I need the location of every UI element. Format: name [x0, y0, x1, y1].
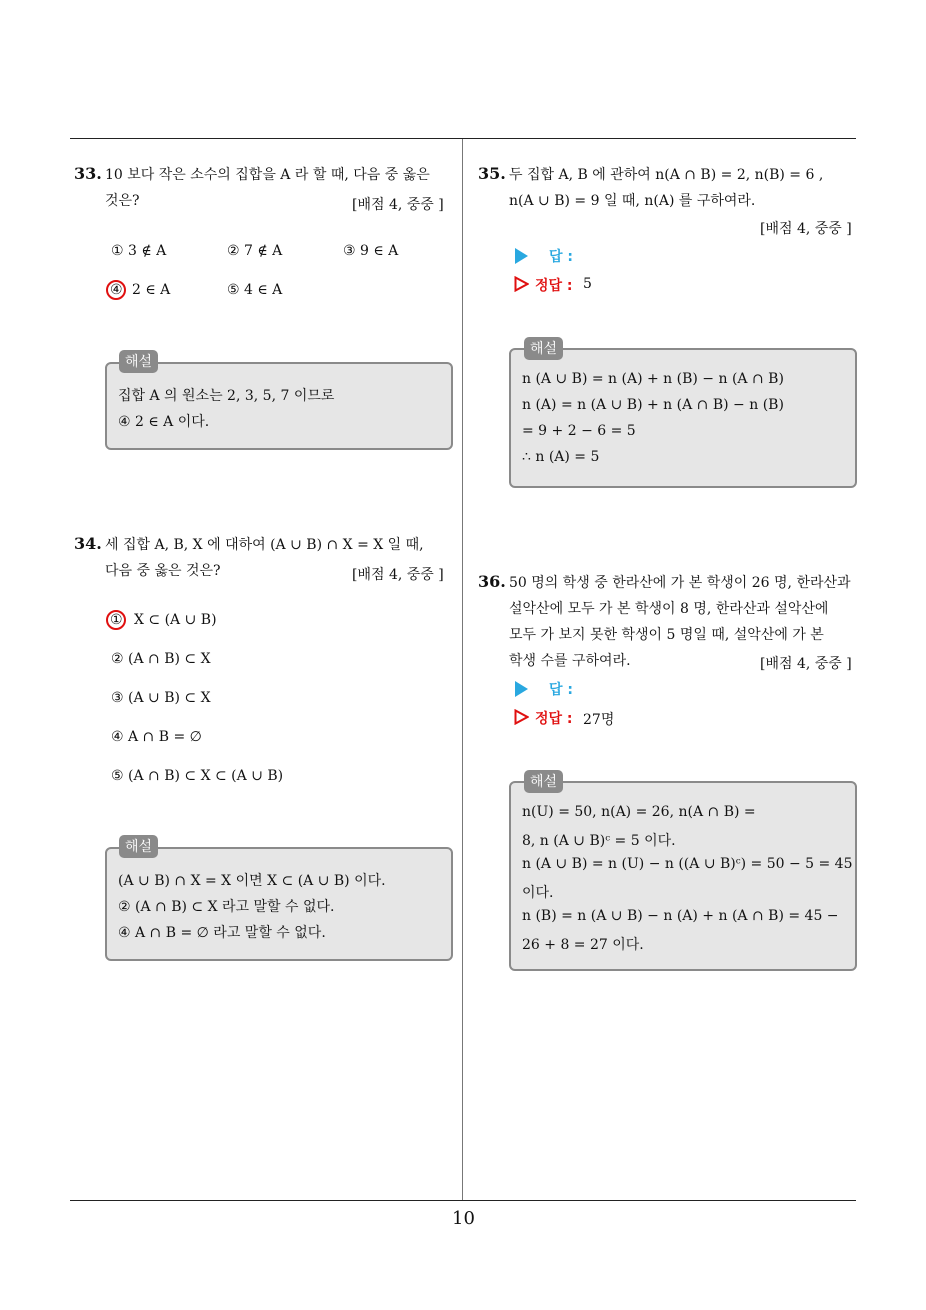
question-text-line2: 설악산에 모두 가 본 학생이 8 명, 한라산과 설악산에 [509, 601, 829, 617]
question-text-line2: n(A ∪ B) = 9 일 때, n(A) 를 구하여라. [509, 193, 756, 209]
score-meta: [배점 4, 중중 ] [352, 567, 444, 583]
explanation-line: n (A ∪ B) = n (U) − n ((A ∪ B)ᶜ) = 50 − 5 = 45 [522, 856, 853, 872]
explanation-tag: 해설 [119, 835, 158, 858]
question-text-line2: 다음 중 옳은 것은? [105, 563, 221, 579]
choice-4-marker[interactable]: ④ [110, 282, 123, 298]
explanation-line: ∴ n (A) = 5 [522, 449, 600, 465]
column-divider [462, 139, 463, 1201]
explanation-line: ② (A ∩ B) ⊂ X 라고 말할 수 없다. [118, 899, 335, 915]
explanation-line: n (A) = n (A ∪ B) + n (A ∩ B) − n (B) [522, 397, 784, 413]
choice-4-text[interactable]: 2 ∈ A [132, 282, 171, 298]
score-meta: [배점 4, 중중 ] [352, 197, 444, 213]
explanation-box [509, 348, 857, 488]
choice-3[interactable]: ③ (A ∪ B) ⊂ X [111, 690, 211, 706]
answer-label: 답 : [549, 249, 573, 265]
explanation-line: (A ∪ B) ∩ X = X 이면 X ⊂ (A ∪ B) 이다. [118, 873, 386, 889]
choice-4[interactable]: ④ A ∩ B = ∅ [111, 729, 202, 745]
question-number: 34. [74, 534, 102, 553]
question-number: 35. [478, 164, 506, 183]
answer-arrow-icon [515, 248, 528, 264]
choice-1-text[interactable]: X ⊂ (A ∪ B) [134, 612, 217, 628]
correct-answer-value: 5 [583, 276, 592, 292]
explanation-line: 8, n (A ∪ B)ᶜ = 5 이다. [522, 833, 676, 849]
question-text-line1: 세 집합 A, B, X 에 대하여 (A ∪ B) ∩ X = X 일 때, [105, 537, 424, 553]
choice-2[interactable]: ② (A ∩ B) ⊂ X [111, 651, 211, 667]
question-number: 33. [74, 164, 102, 183]
choice-3[interactable]: ③ 9 ∈ A [343, 243, 399, 259]
explanation-line: 이다. [522, 885, 554, 901]
choice-1-marker[interactable]: ① [110, 612, 123, 628]
bottom-rule [70, 1200, 856, 1201]
question-text-line3: 모두 가 보지 못한 학생이 5 명일 때, 설악산에 가 본 [509, 627, 824, 643]
answer-arrow-icon [515, 681, 528, 697]
explanation-tag: 해설 [524, 337, 563, 360]
score-meta: [배점 4, 중중 ] [760, 656, 852, 672]
page-number: 10 [452, 1208, 475, 1229]
explanation-line: n (B) = n (A ∪ B) − n (A) + n (A ∩ B) = 45 − [522, 908, 839, 924]
answer-label: 답 : [549, 682, 573, 698]
explanation-line: n(U) = 50, n(A) = 26, n(A ∩ B) = [522, 804, 756, 820]
explanation-line: ④ A ∩ B = ∅ 라고 말할 수 없다. [118, 925, 326, 941]
choice-5[interactable]: ⑤ 4 ∈ A [227, 282, 283, 298]
explanation-line: 집합 A 의 원소는 2, 3, 5, 7 이므로 [118, 388, 335, 404]
explanation-box [105, 362, 453, 450]
question-number: 36. [478, 572, 506, 591]
correct-answer-label: 정답 : [535, 278, 573, 294]
question-text-line4: 학생 수를 구하여라. [509, 653, 631, 669]
correct-arrow-icon [514, 276, 529, 292]
score-meta: [배점 4, 중중 ] [760, 221, 852, 237]
choice-5[interactable]: ⑤ (A ∩ B) ⊂ X ⊂ (A ∪ B) [111, 768, 284, 784]
question-text-line1: 50 명의 학생 중 한라산에 가 본 학생이 26 명, 한라산과 [509, 575, 851, 591]
explanation-line: = 9 + 2 − 6 = 5 [522, 423, 636, 439]
explanation-line: n (A ∪ B) = n (A) + n (B) − n (A ∩ B) [522, 371, 784, 387]
correct-answer-value: 27명 [583, 712, 615, 728]
explanation-tag: 해설 [524, 770, 563, 793]
question-text-line1: 두 집합 A, B 에 관하여 n(A ∩ B) = 2, n(B) = 6 , [509, 167, 824, 183]
explanation-line: 26 + 8 = 27 이다. [522, 937, 644, 953]
question-text-line1: 10 보다 작은 소수의 집합을 A 라 할 때, 다음 중 옳은 [105, 167, 430, 183]
question-text-line2: 것은? [105, 193, 140, 209]
explanation-line: ④ 2 ∈ A 이다. [118, 414, 210, 430]
top-rule [70, 138, 856, 139]
correct-answer-label: 정답 : [535, 711, 573, 727]
choice-2[interactable]: ② 7 ∉ A [227, 243, 283, 259]
explanation-tag: 해설 [119, 350, 158, 373]
choice-1[interactable]: ① 3 ∉ A [111, 243, 167, 259]
correct-arrow-icon [514, 709, 529, 725]
